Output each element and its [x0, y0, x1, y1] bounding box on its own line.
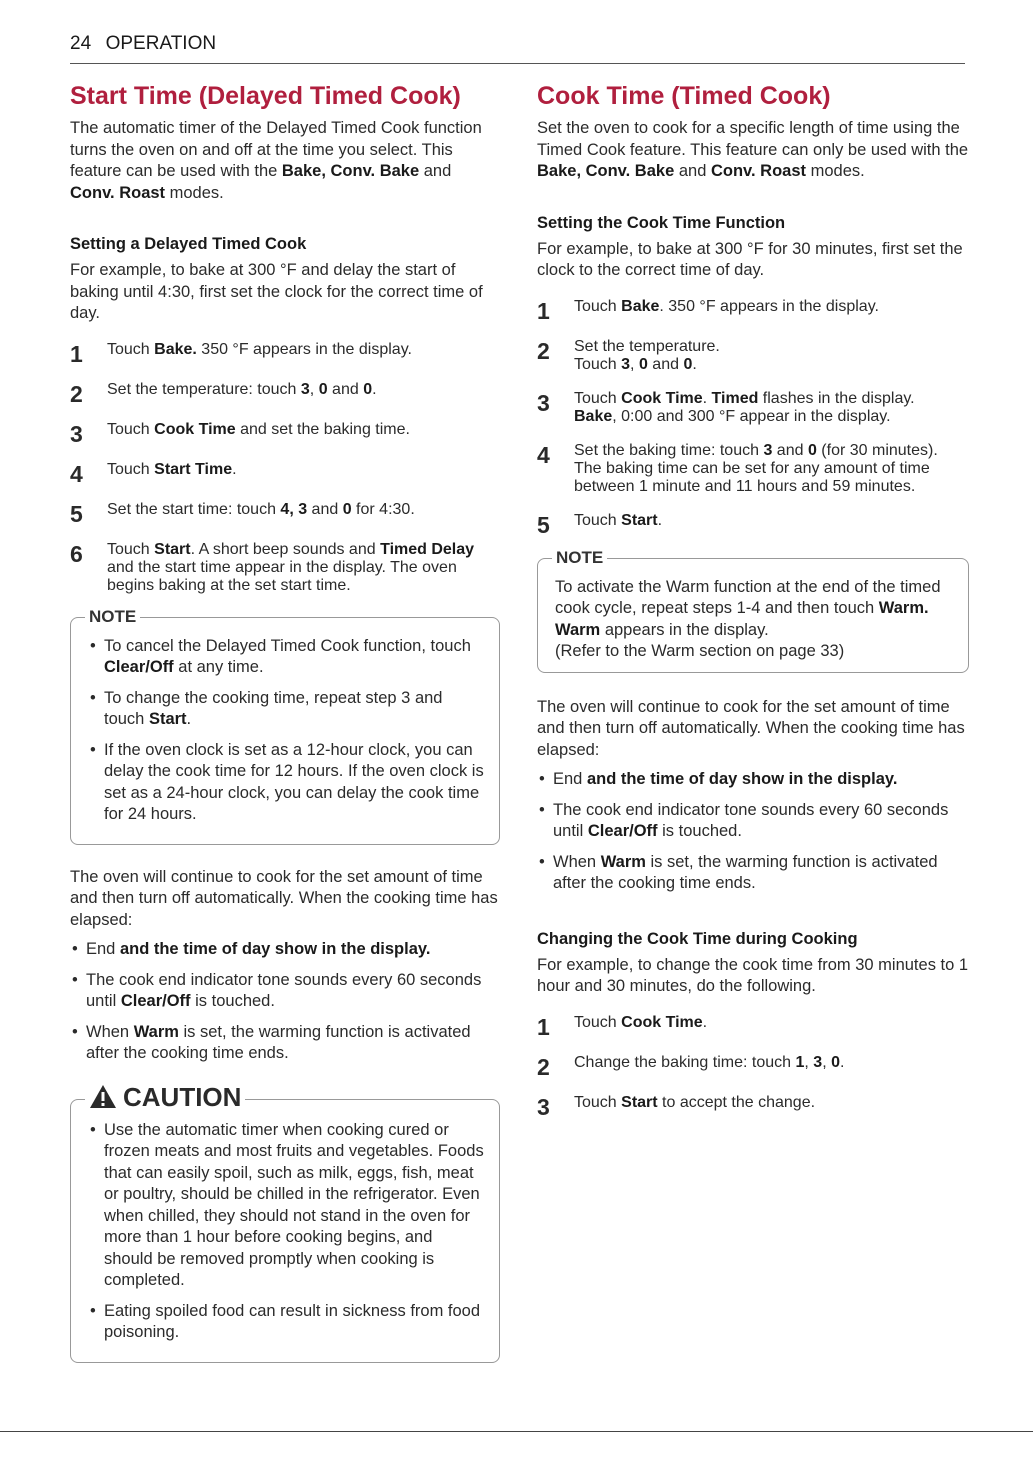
- step-number: 2: [70, 380, 83, 407]
- note-label: NOTE: [85, 606, 140, 628]
- caution-box: [70, 1081, 500, 1363]
- note-item: • If the oven clock is set as a 12-hour clock, you can delay the cook time for 12 hours. If the oven clock is set as a 24-hour clock, you can delay the cook time for 24 hours.: [88, 740, 485, 826]
- bullet-list: [537, 769, 969, 895]
- section-title: OPERATION: [105, 33, 217, 54]
- after-paragraph: The oven will continue to cook for the set amount of time and then turn off automatically. When the cooking time has elapsed:: [70, 867, 498, 929]
- step-item: [537, 1014, 969, 1038]
- caution-item: • Use the automatic timer when cooking cured or frozen meats and most fruits and vegetables. Foods that can easily spoil, such as milk, eggs, fish, meat or poultry, should be chilled in the refrigerator. Even when chilled, they should not stand in the oven for more than 1 hour before cooking begins, and should be removed promptly when cooking is completed.: [88, 1120, 485, 1292]
- step-item: [70, 381, 500, 405]
- steps-list: [537, 1014, 969, 1118]
- note-item: • To cancel the Delayed Timed Cook function, touch Clear/Off at any time.: [88, 636, 485, 679]
- step-item: [70, 541, 500, 595]
- bullet-item: • The cook end indicator tone sounds every 60 seconds until Clear/Off is touched.: [70, 970, 500, 1013]
- warning-icon: [89, 1084, 117, 1109]
- subheading: Changing the Cook Time during Cooking: [537, 929, 858, 948]
- step-item: [70, 501, 500, 525]
- note-box: [70, 606, 500, 845]
- step-item: [70, 421, 500, 445]
- step-text: Touch Cook Time.: [574, 1013, 708, 1031]
- step-text: Change the baking time: touch 1, 3, 0.: [574, 1053, 845, 1071]
- left-column: [70, 80, 500, 1363]
- step-item: [537, 1054, 969, 1078]
- step-text: Set the baking time: touch 3 and 0 (for 30 minutes). The baking time can be set for any amount of time between 1 minute and 11 hours and 59 minutes.: [574, 441, 938, 495]
- step-item: [537, 442, 969, 496]
- step-number: 3: [537, 1093, 550, 1120]
- step-number: 1: [70, 340, 83, 367]
- step-number: 1: [537, 1013, 550, 1040]
- step-text: Touch Start to accept the change.: [574, 1093, 816, 1111]
- subheading: Setting the Cook Time Function: [537, 213, 786, 232]
- step-number: 2: [537, 337, 550, 364]
- caution-item: • Eating spoiled food can result in sickness from food poisoning.: [88, 1301, 485, 1344]
- bottom-rule: [0, 1431, 1033, 1432]
- right-column: [537, 80, 969, 1118]
- step-item: [537, 390, 969, 426]
- step-number: 4: [70, 460, 83, 487]
- steps-list: [70, 341, 500, 595]
- step-number: 3: [537, 389, 550, 416]
- step-text: Touch Start Time.: [107, 460, 237, 478]
- step-number: 5: [537, 511, 550, 538]
- step-item: [537, 298, 969, 322]
- step-item: [537, 1094, 969, 1118]
- step-number: 6: [70, 540, 83, 567]
- step-text: Touch Bake. 350 °F appears in the display.: [107, 340, 412, 358]
- bullet-item: • The cook end indicator tone sounds every 60 seconds until Clear/Off is touched.: [537, 800, 969, 843]
- step-text: Set the temperature: touch 3, 0 and 0.: [107, 380, 377, 398]
- bullet-item: • End and the time of day show in the display.: [70, 939, 500, 961]
- caution-heading: [85, 1080, 245, 1114]
- step-text: Set the temperature. Touch 3, 0 and 0.: [574, 337, 720, 373]
- intro-paragraph: The automatic timer of the Delayed Timed Cook function turns the oven on and off at the time you select. This feature can be used with the Bake, Conv. Bake and Conv. Roast modes.: [70, 119, 482, 202]
- note-box: [537, 547, 969, 673]
- step-text: Touch Bake. 350 °F appears in the display.: [574, 297, 879, 315]
- subheading: Setting a Delayed Timed Cook: [70, 235, 307, 253]
- step-text: Touch Start.: [574, 511, 663, 529]
- step-number: 5: [70, 500, 83, 527]
- note-text: To activate the Warm function at the end of the timed cook cycle, repeat steps 1-4 and then touch Warm. Warm appears in the display. (Refer to the Warm section on page 33): [555, 577, 941, 660]
- page-header: [70, 33, 965, 64]
- steps-list: [537, 298, 969, 536]
- step-text: Touch Cook Time and set the baking time.: [107, 420, 410, 438]
- step-text: Touch Cook Time. Timed flashes in the display. Bake, 0:00 and 300 °F appear in the display.: [574, 389, 915, 425]
- section-heading: Start Time (Delayed Timed Cook): [70, 82, 461, 110]
- step-number: 2: [537, 1053, 550, 1080]
- step-text: Touch Start. A short beep sounds and Timed Delay and the start time appear in the display. The oven begins baking at the set start time.: [107, 540, 475, 594]
- step-text: Set the start time: touch 4, 3 and 0 for 4:30.: [107, 500, 415, 518]
- bullet-item: • When Warm is set, the warming function is activated after the cooking time ends.: [537, 852, 969, 895]
- section-heading: Cook Time (Timed Cook): [537, 82, 831, 110]
- example-paragraph: For example, to change the cook time from 30 minutes to 1 hour and 30 minutes, do the following.: [537, 955, 969, 995]
- step-number: 3: [70, 420, 83, 447]
- step-number: 4: [537, 441, 550, 468]
- step-item: [537, 512, 969, 536]
- step-item: [537, 338, 969, 374]
- example-paragraph: For example, to bake at 300 °F for 30 minutes, first set the clock to the correct time of day.: [537, 239, 963, 279]
- step-number: 1: [537, 297, 550, 324]
- page-number: 24: [70, 33, 92, 54]
- intro-paragraph: Set the oven to cook for a specific length of time using the Timed Cook feature. This feature can only be used with the Bake, Conv. Bake and Conv. Roast modes.: [537, 119, 969, 180]
- step-item: [70, 461, 500, 485]
- bullet-item: • When Warm is set, the warming function is activated after the cooking time ends.: [70, 1022, 500, 1065]
- bullet-item: • End and the time of day show in the display.: [537, 769, 969, 791]
- note-item: • To change the cooking time, repeat step 3 and touch Start.: [88, 688, 485, 731]
- bullet-list: [70, 939, 500, 1065]
- caution-label: CAUTION: [123, 1081, 242, 1112]
- after-paragraph: The oven will continue to cook for the set amount of time and then turn off automatically. When the cooking time has elapsed:: [537, 697, 965, 759]
- note-label: NOTE: [552, 547, 607, 569]
- example-paragraph: For example, to bake at 300 °F and delay the start of baking until 4:30, first set the clock for the correct time of day.: [70, 261, 483, 322]
- step-item: [70, 341, 500, 365]
